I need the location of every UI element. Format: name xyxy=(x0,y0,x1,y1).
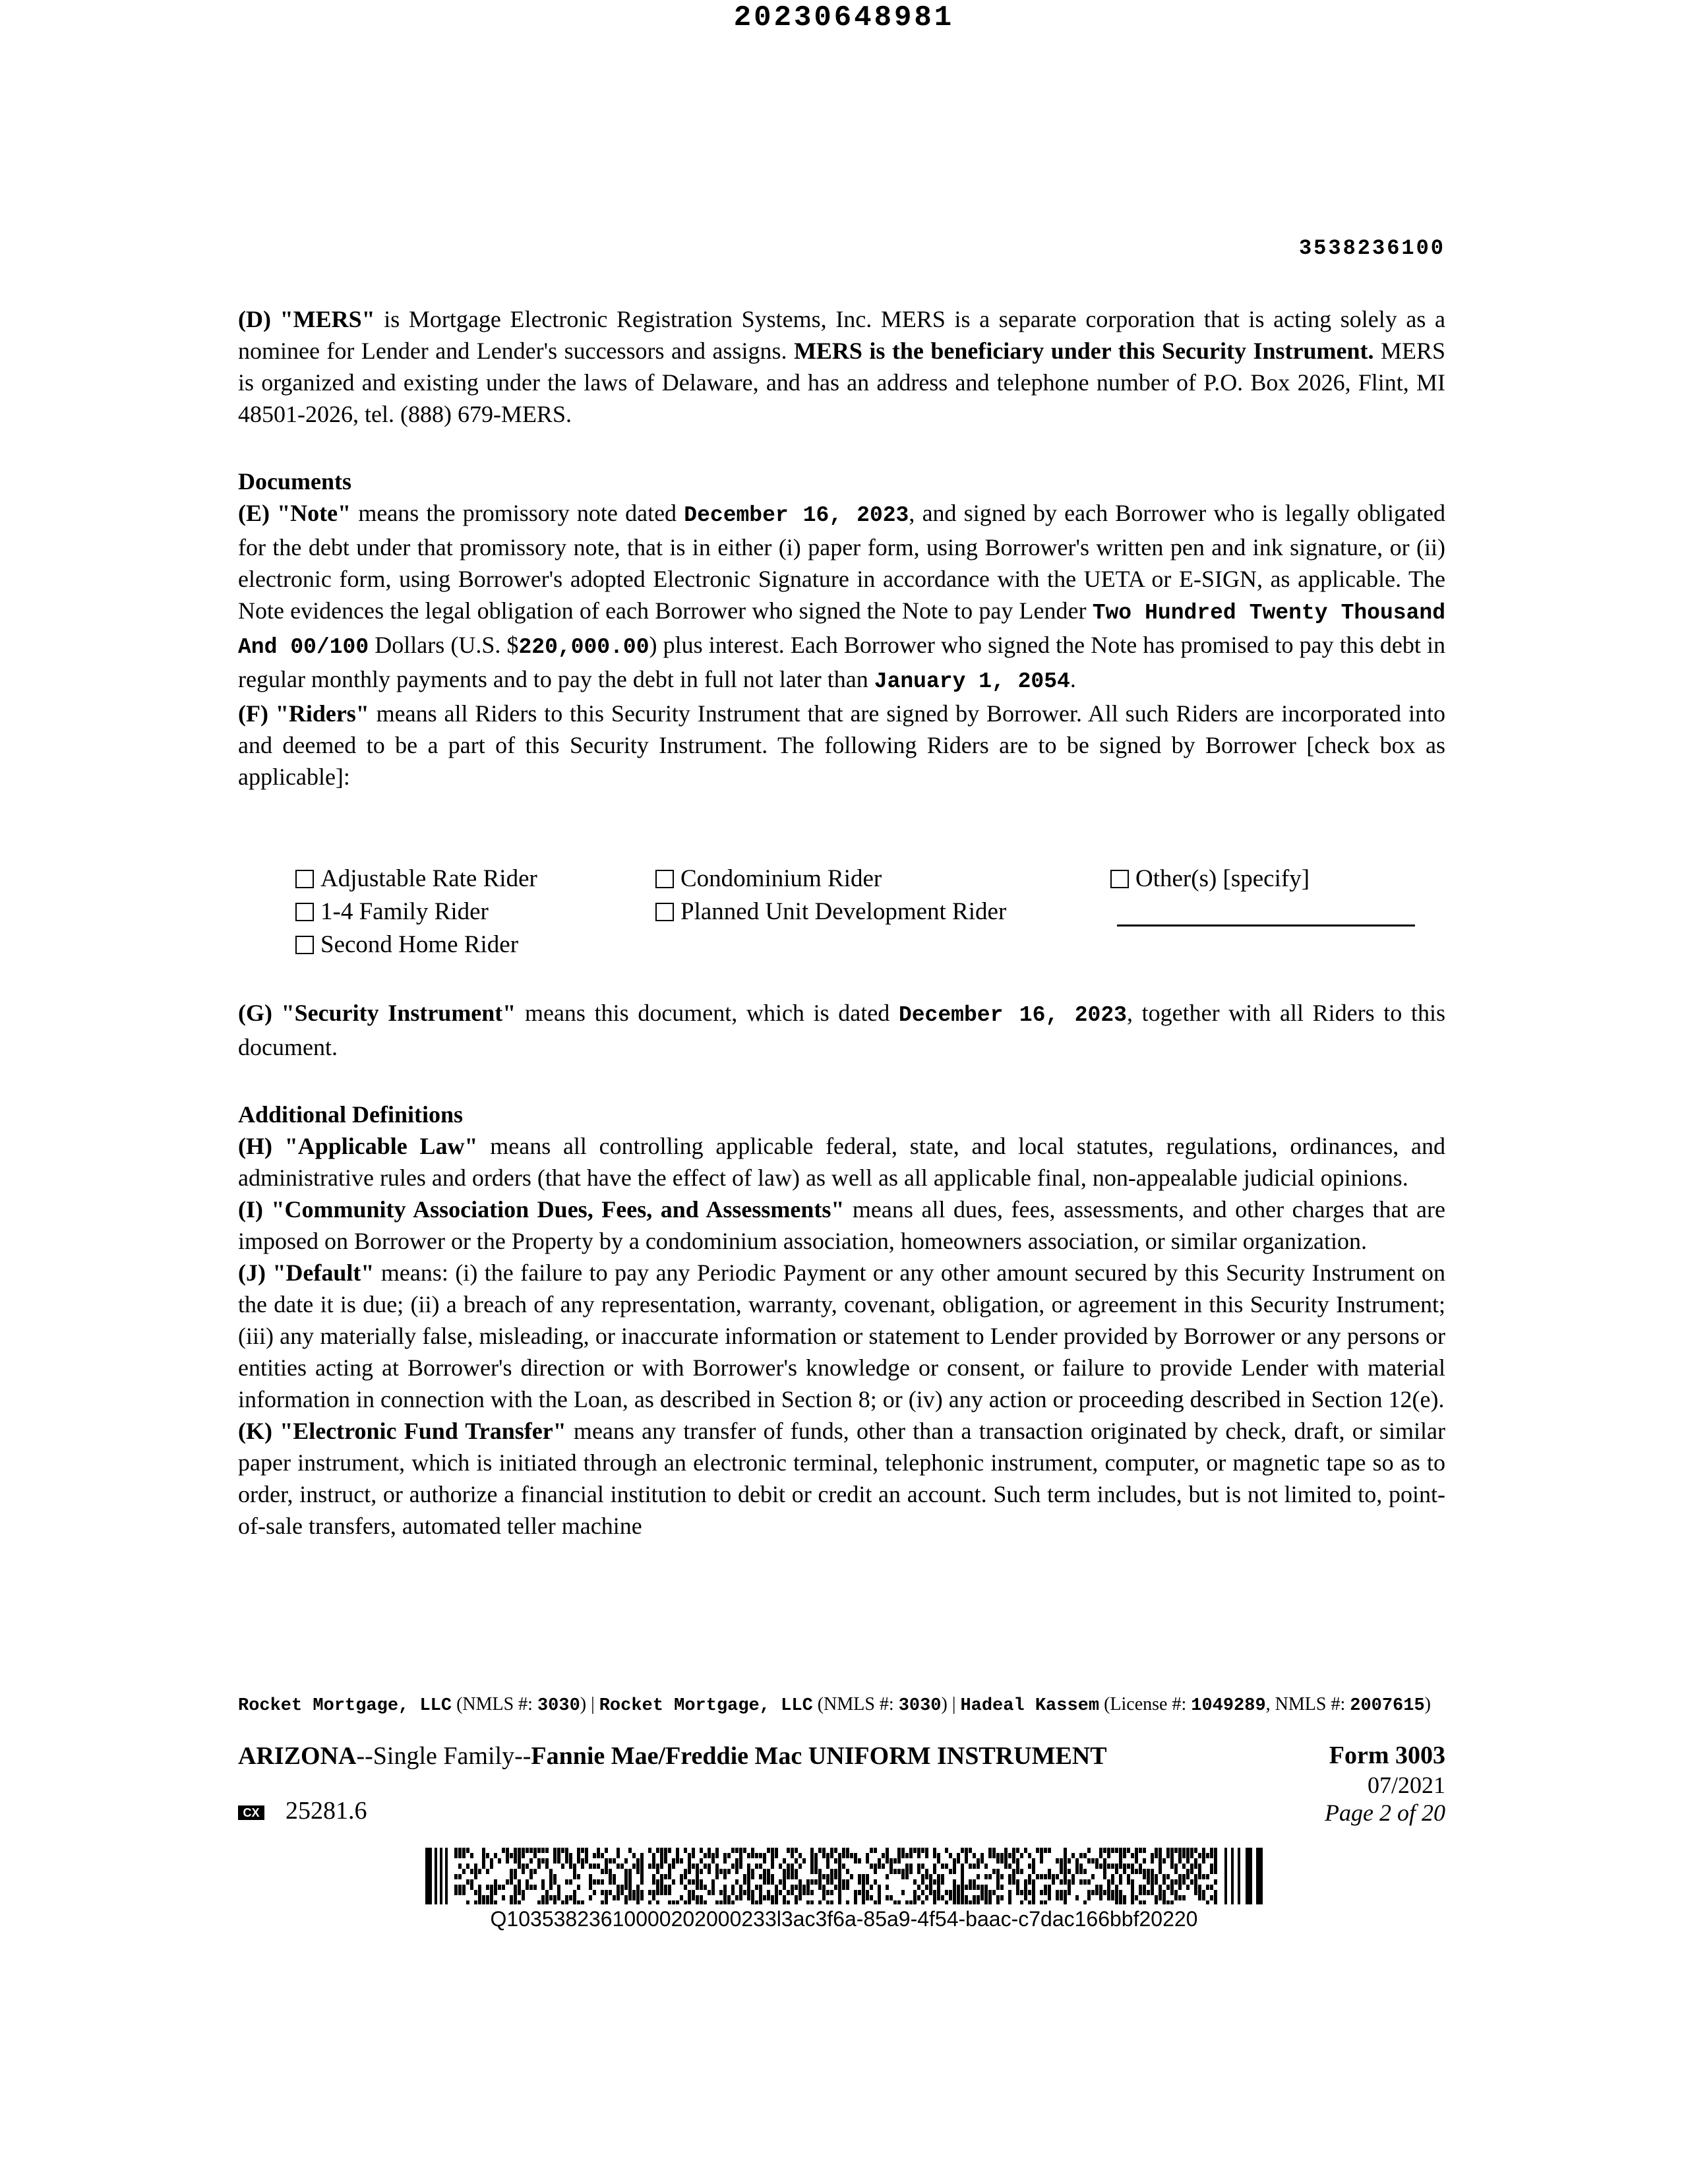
section-g: (G) "Security Instrument" means this document, which is dated December 16, 2023, together with all Riders to this document. xyxy=(238,1000,1445,1060)
checkbox[interactable] xyxy=(655,870,674,888)
section-d: (D) "MERS" is Mortgage Electronic Registration Systems, Inc. MERS is a separate corporation that is acting solely as a nominee for Lender and Lender's successors and assigns. MERS is the beneficiary under this Security Instrument. MERS is organized and existing under the laws of Delaware, and has an address and telephone number of P.O. Box 2026, Flint, MI 48501-2026, tel. (888) 679-MERS. xyxy=(238,306,1445,427)
rider-adjustable[interactable]: Adjustable Rate Rider xyxy=(295,863,537,895)
rider-condominium[interactable]: Condominium Rider xyxy=(655,863,882,895)
note-date: December 16, 2023 xyxy=(684,503,909,528)
other-specify-line[interactable] xyxy=(1117,925,1415,926)
section-h: (H) "Applicable Law" means all controlling applicable federal, state, and local statutes, regulations, ordinances, and administrative rules and orders (that have the effect of law) as well as all applicable final, non-appealable judicial opinions. xyxy=(238,1133,1445,1191)
recording-number: 20230648981 xyxy=(733,1,955,34)
checkbox[interactable] xyxy=(295,903,314,921)
barcode-text: Q10353823610000202000233l3ac3f6a-85a9-4f54-baac-c7dac166bbf20220 xyxy=(490,1907,1198,1931)
security-instrument-date: December 16, 2023 xyxy=(898,1003,1127,1027)
checkbox[interactable] xyxy=(295,870,314,888)
section-j: (J) "Default" means: (i) the failure to pay any Periodic Payment or any other amount secured by this Security Instrument on the date it is due; (ii) a breach of any representation, warranty, covenant, obligation, or agreement in this Security Instrument; (iii) any materially false, misleading, or inaccurate information or statement to Lender provided by Borrower or any persons or entities acting at Borrower's direction or with Borrower's knowledge or consent, or failure to provide Lender with material information in connection with the Loan, as described in Section 8; or (iv) any action or proceeding described in Section 12(e). xyxy=(238,1259,1445,1412)
section-d-label: (D) "MERS" xyxy=(238,306,375,332)
barcode xyxy=(425,1848,1263,1904)
page-number: Page 2 of 20 xyxy=(1325,1800,1445,1826)
lender-nmls-line: Rocket Mortgage, LLC (NMLS #: 3030) | Rocket Mortgage, LLC (NMLS #: 3030) | Hadeal Kassem (License #: 1049289, NMLS #: 2007615) xyxy=(238,1694,1431,1716)
form-title: ARIZONA--Single Family--Fannie Mae/Freddie Mac UNIFORM INSTRUMENT xyxy=(238,1742,1107,1770)
section-f: (F) "Riders" means all Riders to this Security Instrument that are signed by Borrower. All such Riders are incorporated into and deemed to be a part of this Security Instrument. The following Riders are to be signed by Borrower [check box as applicable]: xyxy=(238,700,1445,790)
loan-number: 3538236100 xyxy=(1298,236,1445,260)
form-number: Form 3003 xyxy=(1329,1742,1445,1769)
rider-1-4-family[interactable]: 1-4 Family Rider xyxy=(295,895,489,928)
rider-pud[interactable]: Planned Unit Development Rider xyxy=(655,895,1006,928)
checkbox[interactable] xyxy=(655,903,674,921)
rider-other[interactable]: Other(s) [specify] xyxy=(1110,863,1310,895)
checkbox[interactable] xyxy=(1110,870,1129,888)
documents-heading: Documents xyxy=(238,468,351,495)
form-revision: 07/2021 xyxy=(1367,1772,1445,1798)
maturity-date: January 1, 2054 xyxy=(874,669,1070,694)
section-k: (K) "Electronic Fund Transfer" means any transfer of funds, other than a transaction originated by check, draft, or similar paper instrument, which is initiated through an electronic terminal, telephonic instrument, computer, or magnetic tape so as to order, instruct, or authorize a financial institution to debit or credit an account. Such term includes, but is not limited to, point-of-sale transfers, automated teller machine xyxy=(238,1418,1445,1539)
section-i: (I) "Community Association Dues, Fees, and Assessments" means all dues, fees, assessments, and other charges that are imposed on Borrower or the Property by a condominium association, homeowners association, or similar organization. xyxy=(238,1196,1446,1254)
rider-second-home[interactable]: Second Home Rider xyxy=(295,928,518,961)
document-id: 25281.6 xyxy=(286,1797,367,1825)
section-e: (E) "Note" means the promissory note dated December 16, 2023, and signed by each Borrower who is legally obligated for the debt under that promissory note, that is in either (i) paper form, using Borrower's written pen and ink signature, or (ii) electronic form, using Borrower's adopted Electronic Signature in accordance with the UETA or E-SIGN, as applicable. The Note evidences the legal obligation of each Borrower who signed the Note to pay Lender Two Hundred Twenty Thousand And 00/100 Dollars (U.S. $220,000.00) plus interest. Each Borrower who signed the Note has promised to pay this debt in regular monthly payments and to pay the debt in full not later than January 1, 2054. xyxy=(238,500,1446,694)
additional-heading: Additional Definitions xyxy=(238,1101,464,1128)
additional-definitions xyxy=(238,1099,1445,1542)
loan-amount: 220,000.00 xyxy=(518,635,649,659)
checkbox[interactable] xyxy=(295,936,314,954)
documents-block xyxy=(238,466,1445,793)
cx-logo-icon: CX xyxy=(238,1805,264,1820)
amount-words: Two Hundred Twenty Thousand And 00/100 xyxy=(238,601,1445,659)
